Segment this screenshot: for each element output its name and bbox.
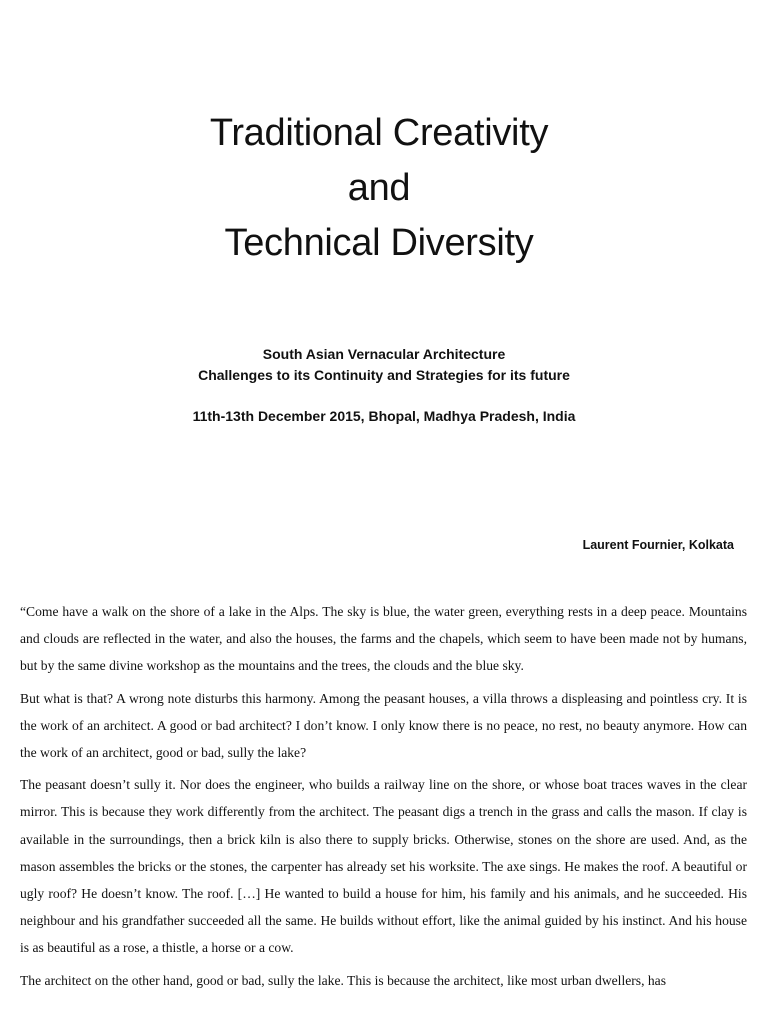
paragraph-2: But what is that? A wrong note disturbs this harmony. Among the peasant houses, a villa throws a displeasing and pointless cry. It is the work of an architect. A good or bad architect? I don’t know. I only know there is no peace, no rest, no beauty anymore. How can the work of an architect, good or bad, sully the lake? xyxy=(20,690,747,761)
title-line-2: and xyxy=(347,167,411,209)
document-title xyxy=(0,106,758,271)
paragraph-3: The peasant doesn’t sully it. Nor does the engineer, who builds a railway line on the shore, or whose boat traces waves in the clear mirror. This is because they work differently from the architect. The peasant digs a trench in the grass and calls the mason. If clay is available in the surroundings, then a brick kiln is also there to supply bricks. Otherwise, stones on the shore are used. And, as the mason assembles the bricks or the stones, the carpenter has already set his worksite. The axe sings. He makes the roof. A beautiful or ugly roof? He doesn’t know. The roof. […] He wanted to build a house for him, his family and his animals, and he succeeded. His neighbour and his grandfather succeeded all the same. He builds without effort, like the animal guided by his instinct. And his house is as beautiful as a rose, a thistle, a horse or a cow. xyxy=(20,777,747,956)
event-date-location: 11th-13th December 2015, Bhopal, Madhya Pradesh, India xyxy=(192,408,576,424)
title-line-1: Traditional Creativity xyxy=(209,112,549,154)
author-byline: Laurent Fournier, Kolkata xyxy=(582,538,734,552)
subtitle-line-2: Challenges to its Continuity and Strategies for its future xyxy=(198,367,570,383)
title-line-3: Technical Diversity xyxy=(224,222,534,264)
body-text xyxy=(20,598,747,999)
paragraph-4: The architect on the other hand, good or bad, sully the lake. This is because the architect, like most urban dwellers, has xyxy=(20,972,667,988)
subtitle-line-1: South Asian Vernacular Architecture xyxy=(262,346,506,362)
paragraph-1: “Come have a walk on the shore of a lake in the Alps. The sky is blue, the water green, everything rests in a deep peace. Mountains and clouds are reflected in the water, and also the houses, the farms and the chapels, which seem to have been made not by humans, but by the same divine workshop as the mountains and the trees, the clouds and the blue sky. xyxy=(20,604,747,674)
document-subtitle xyxy=(0,344,768,386)
